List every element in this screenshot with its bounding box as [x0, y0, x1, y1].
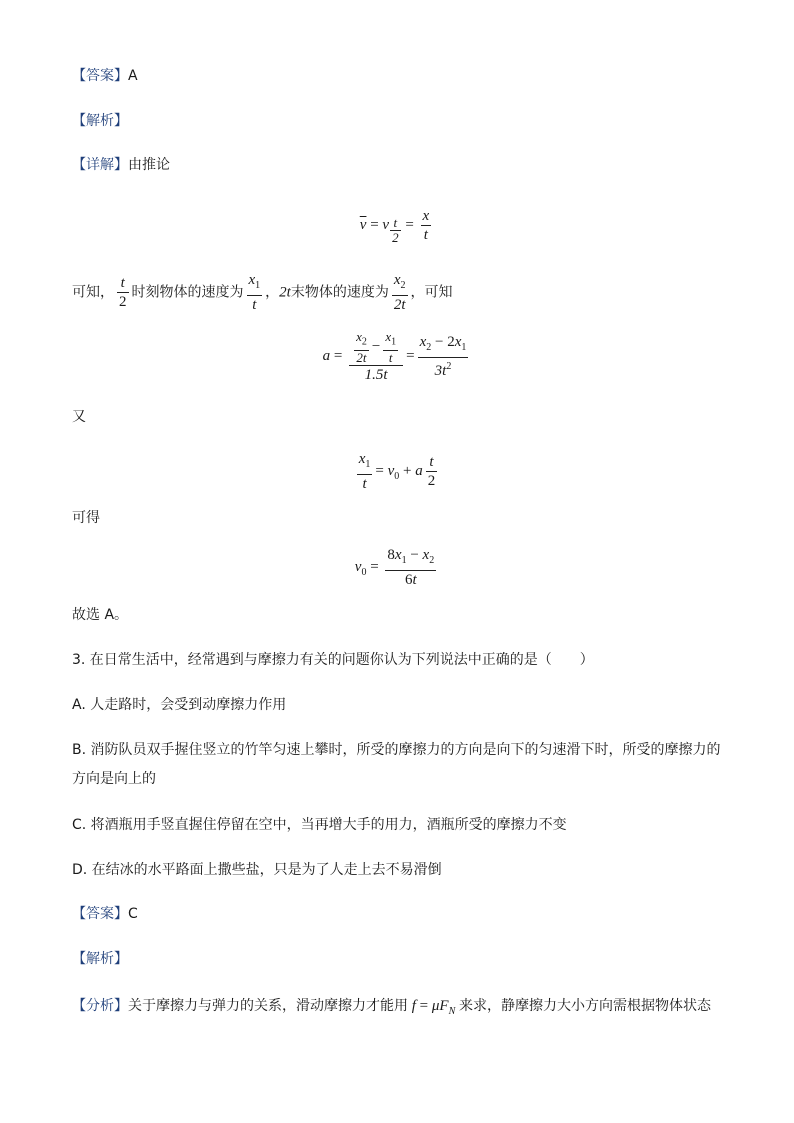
detail-text: 由推论: [128, 157, 170, 173]
option-d: D. 在结冰的水平路面上撒些盐，只是为了人走上去不易滑倒: [72, 862, 442, 878]
equation-v0-relation: $\frac{x_1}{t}$ = $v_0 + a$ $\frac{t}{2}$: [358, 451, 436, 492]
question-stem: 3. 在日常生活中，经常遇到与摩擦力有关的问题你认为下列说法中正确的是（ ）: [72, 652, 594, 668]
answer-value: C: [128, 906, 138, 922]
answer-label: 【答案】: [72, 906, 128, 922]
equation-acceleration: a = $\frac{x_2}{2t}$ − $\frac{x_1}{t}$ 1.5t = $\frac{x_2 - 2x_1}{3t^2}$: [322, 329, 467, 383]
answer-value: A: [128, 68, 138, 84]
answer-line-1: [72, 66, 138, 86]
answer-line-2: [72, 904, 138, 924]
line-keyi: 可知， $\frac{t}{2}$ 时刻物体的速度为 $\frac{x_1}{t}$ ，2t末物体的速度为 $\frac{x_2}{2t}$ ，可知: [72, 272, 453, 313]
option-b-line-2: 方向是向上的: [72, 771, 156, 787]
option-a: A. 人走路时，会受到动摩擦力作用: [72, 697, 287, 713]
analysis-label-2: 【解析】: [72, 951, 128, 967]
text-guxuan: 故选 A。: [72, 607, 129, 623]
answer-label: 【答案】: [72, 68, 128, 84]
equation-v0-result: $v_0$ = $\frac{8x_1 - x_2}{6t}$: [354, 547, 435, 588]
fenxi-label: 【分析】: [72, 998, 128, 1014]
detail-label: 【详解】: [72, 157, 128, 173]
fenxi-line: 【分析】关于摩擦力与弹力的关系，滑动摩擦力才能用 $f = \mu F_N$ 来求，静摩擦力大小方向需根据物体状态: [72, 998, 712, 1017]
equation-mean-velocity: $\overline{v} = v$ $_{\frac{t}{2}}$ = $\frac{x}{t}$: [359, 208, 430, 246]
detail-line: [72, 155, 170, 175]
option-c: C. 将酒瓶用手竖直握住停留在空中，当再增大手的用力，酒瓶所受的摩擦力不变: [72, 817, 567, 833]
text-kede: 可得: [72, 510, 100, 526]
analysis-label-1: 【解析】: [72, 113, 128, 129]
friction-formula: $f = \mu F_N$: [408, 998, 456, 1017]
option-b-line-1: B. 消防队员双手握住竖立的竹竿匀速上攀时，所受的摩擦力的方向是向下的匀速滑下时，所受的摩擦力的: [72, 742, 721, 758]
text-you: 又: [72, 409, 86, 425]
